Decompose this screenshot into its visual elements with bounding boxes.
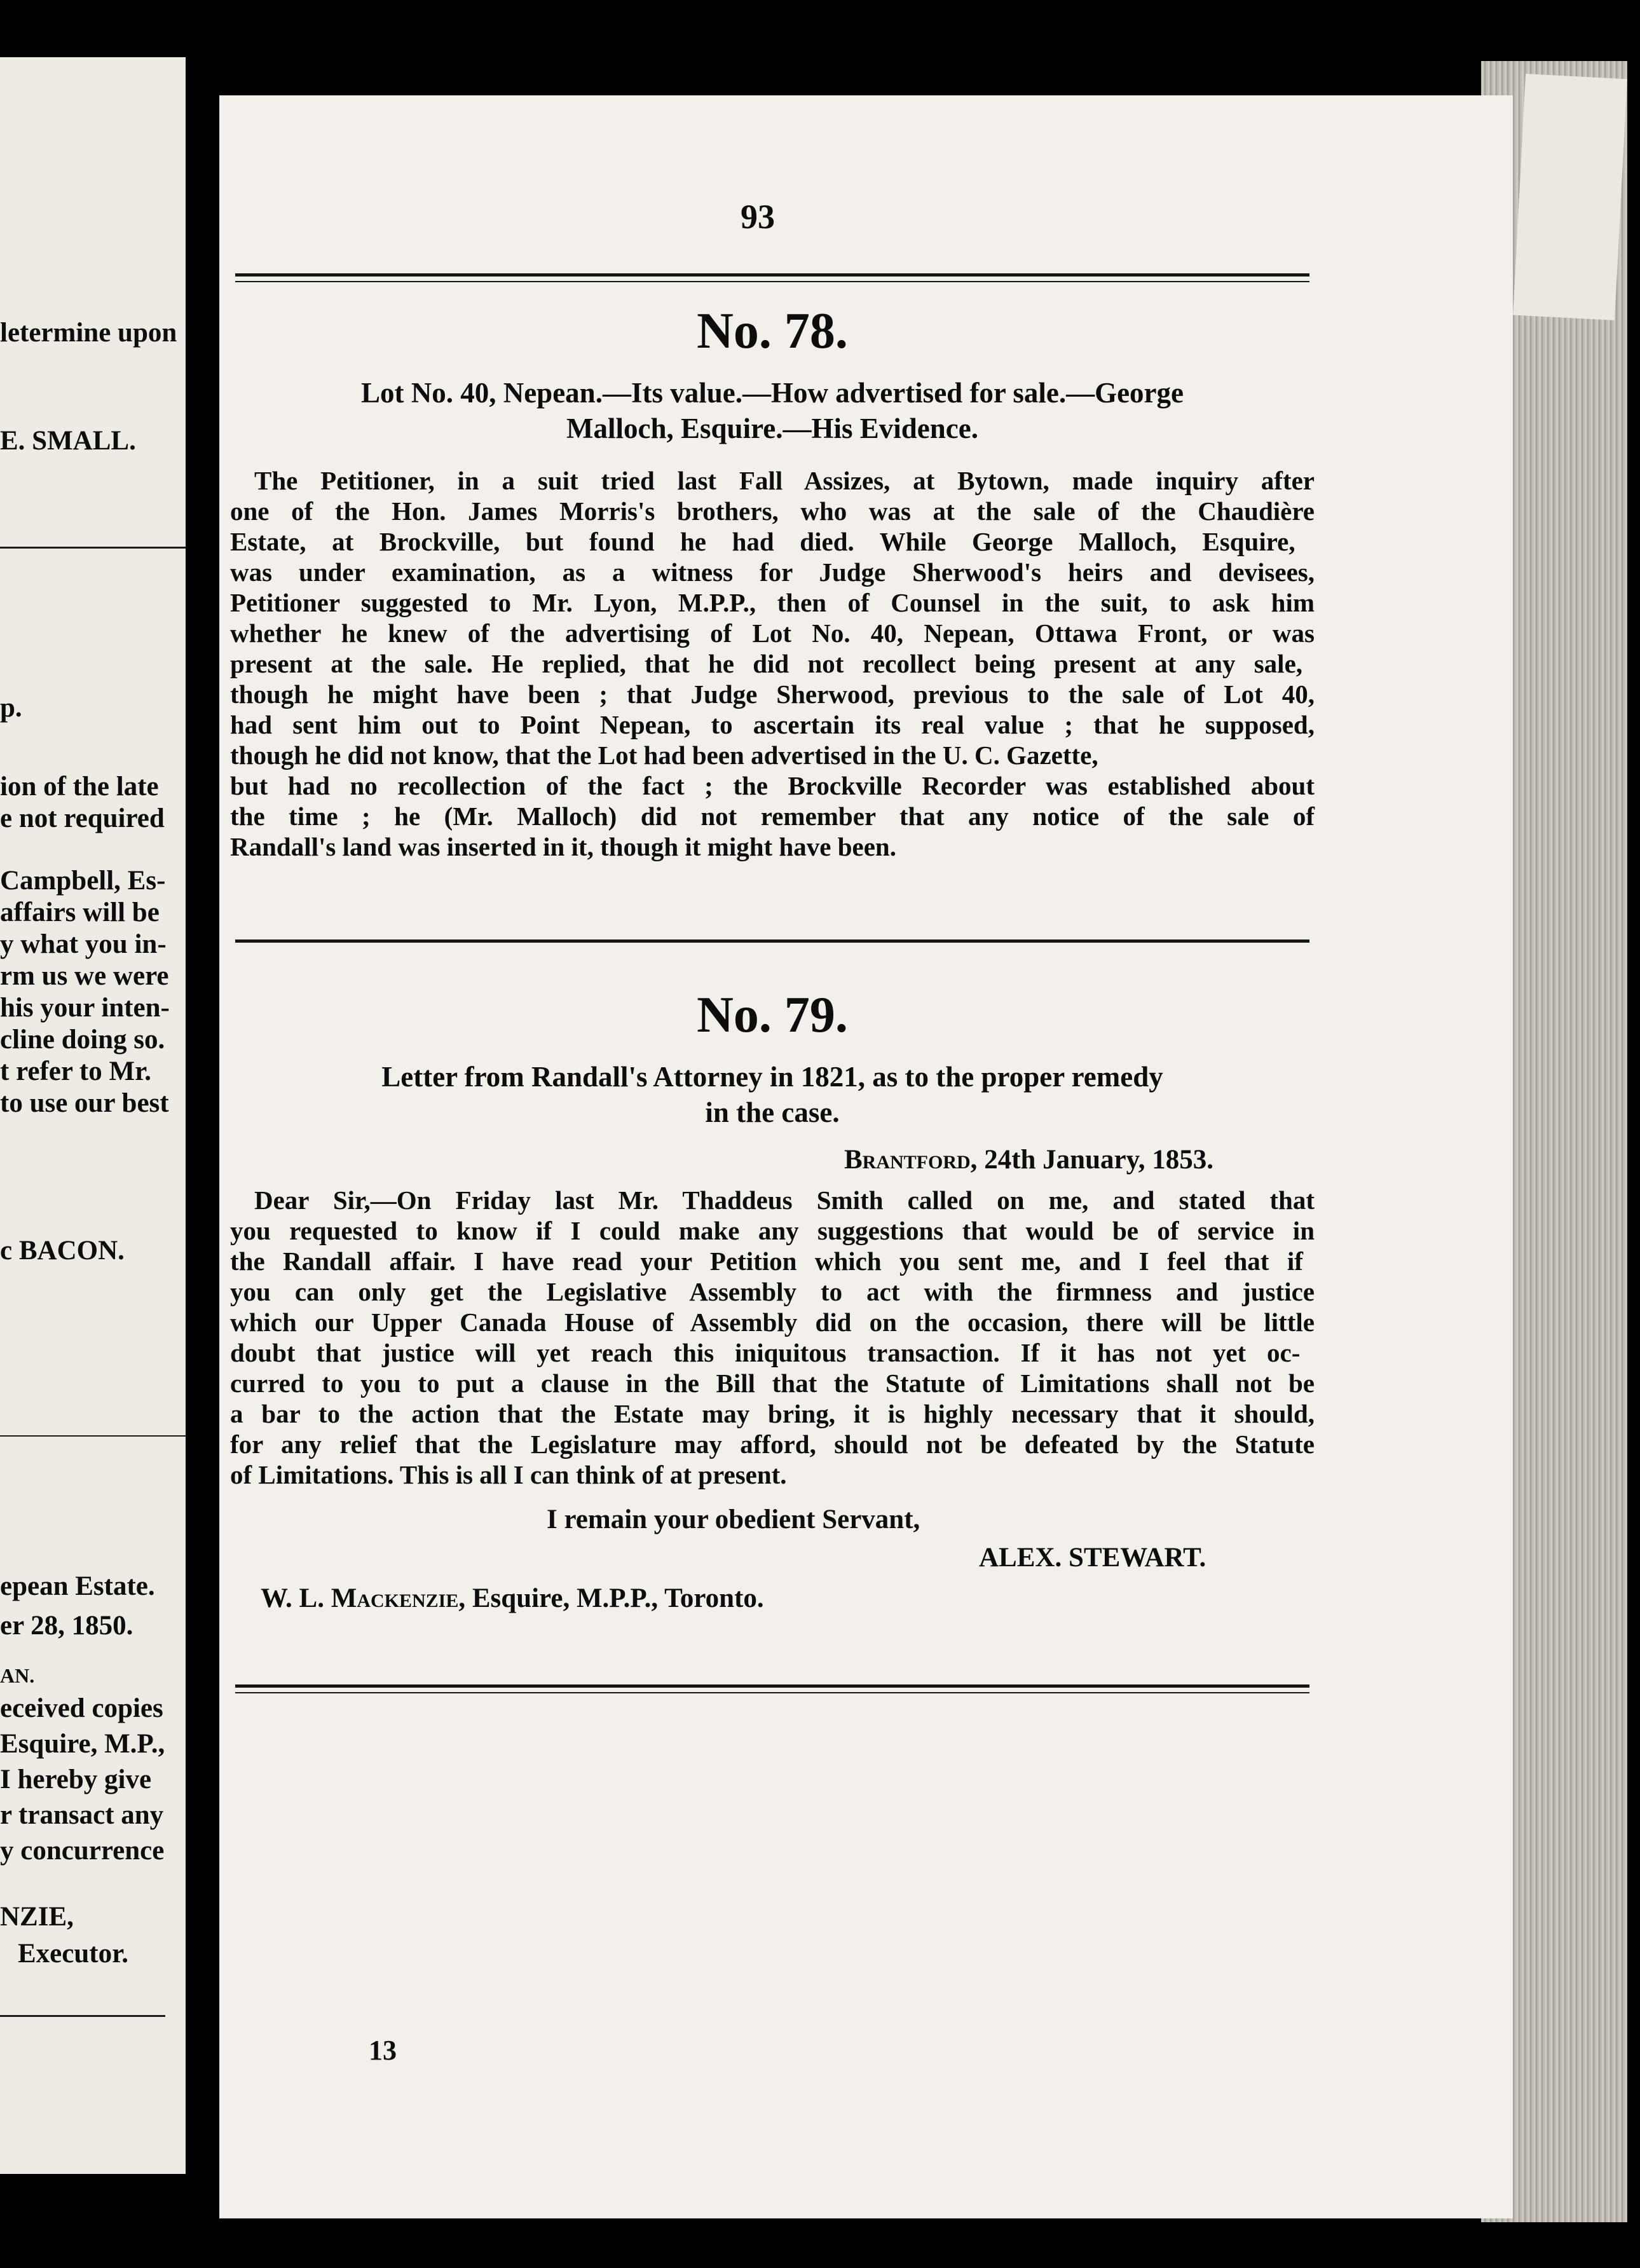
dateline-date: 24th January, 1853. xyxy=(984,1145,1213,1175)
letter-body-line: the Randall affair. I have read your Petition which you sent me, and I feel that if xyxy=(230,1247,1303,1276)
section-78-body-line: though he did not know, that the Lot had been advertised in the U. C. Gazette, xyxy=(230,741,1098,770)
addressee-name: Mackenzie, xyxy=(331,1583,466,1613)
letter-body-line: you can only get the Legislative Assembly to act with the firmness and justice xyxy=(230,1277,1315,1306)
left-page-rule xyxy=(0,547,186,549)
section-78-body-line: was under examination, as a witness for Judge Sherwood's heirs and devisees, xyxy=(230,557,1315,587)
letter-body-line: of Limitations. This is all I can think of at present. xyxy=(230,1460,787,1489)
letter-body-line: Dear Sir,—On Friday last Mr. Thaddeus Smith called on me, and stated that xyxy=(254,1185,1315,1215)
left-page-line: his your inten- xyxy=(0,993,170,1023)
section-78-body-line: Petitioner suggested to Mr. Lyon, M.P.P., then of Counsel in the suit, to ask him xyxy=(230,588,1315,617)
left-page-line: y concurrence xyxy=(0,1836,165,1866)
dateline xyxy=(844,1144,1213,1175)
section-78-body-line: The Petitioner, in a suit tried last Fall Assizes, at Bytown, made inquiry after xyxy=(254,466,1315,495)
section-78-body-line: though he might have been ; that Judge Sherwood, previous to the sale of Lot 40, xyxy=(230,680,1315,709)
left-page-line: c BACON. xyxy=(0,1236,125,1266)
left-page-line: r transact any xyxy=(0,1800,164,1830)
letter-body-line: doubt that justice will yet reach this iniquitous transaction. If it has not yet oc- xyxy=(230,1338,1301,1367)
letter-body-line: for any relief that the Legislature may afford, should not be defeated by the Statute xyxy=(230,1430,1315,1459)
left-page-line: y what you in- xyxy=(0,929,167,959)
left-page-line: letermine upon xyxy=(0,318,177,348)
footer-rule xyxy=(235,1684,1309,1693)
letter-addressee xyxy=(261,1583,764,1614)
addressee-rest: Esquire, M.P.P., Toronto. xyxy=(472,1583,764,1613)
page-edge-tab xyxy=(1513,74,1627,320)
section-78-title-line: Malloch, Esquire.—His Evidence. xyxy=(566,413,978,444)
left-page-line: affairs will be xyxy=(0,898,160,927)
left-page-line: ion of the late xyxy=(0,772,159,802)
section-78-title-line: Lot No. 40, Nepean.—Its value.—How advertised for sale.—George xyxy=(360,377,1184,409)
addressee-initials: W. L. xyxy=(261,1583,324,1613)
letter-body-line: a bar to the action that the Estate may bring, it is highly necessary that it should, xyxy=(230,1399,1315,1428)
left-page-line: e not required xyxy=(0,803,165,833)
dateline-place: Brantford, xyxy=(844,1145,978,1175)
section-78-body-line: the time ; he (Mr. Malloch) did not remember that any notice of the sale of xyxy=(230,802,1315,831)
section-79-number: No. 79. xyxy=(697,987,848,1043)
left-page-line: Campbell, Es- xyxy=(0,866,166,896)
section-78-body-line: but had no recollection of the fact ; the Brockville Recorder was established about xyxy=(230,771,1315,800)
left-page-line: eceived copies xyxy=(0,1693,163,1723)
left-page-line: p. xyxy=(0,693,22,723)
left-page-line: epean Estate. xyxy=(0,1571,155,1601)
left-page-line: E. SMALL. xyxy=(0,426,136,456)
letter-closing: I remain your obedient Servant, xyxy=(547,1505,920,1534)
section-78-body-line: present at the sale. He replied, that he did not recollect being present at any sale, xyxy=(230,649,1303,678)
left-page-rule xyxy=(0,2015,165,2017)
left-page-line: Esquire, M.P., xyxy=(0,1729,165,1759)
section-78-body-line: Randall's land was inserted in it, though it might have been. xyxy=(230,832,896,861)
left-page-line: NZIE, xyxy=(0,1902,74,1932)
left-page-line: rm us we were xyxy=(0,961,169,991)
section-78-body-line: Estate, at Brockville, but found he had died. While George Malloch, Esquire, xyxy=(230,527,1295,556)
section-78-number: No. 78. xyxy=(697,303,848,359)
left-page-line: I hereby give xyxy=(0,1765,152,1794)
letter-body-line: curred to you to put a clause in the Bill that the Statute of Limitations shall not be xyxy=(230,1369,1315,1398)
signature-mark: 13 xyxy=(369,2035,397,2066)
letter-signature: ALEX. STEWART. xyxy=(979,1543,1206,1573)
left-page-line: AN. xyxy=(0,1664,35,1687)
section-78-body-line: had sent him out to Point Nepean, to ascertain its real value ; that he supposed, xyxy=(230,710,1315,739)
left-page-line: Executor. xyxy=(18,1939,128,1969)
letter-body-line: you requested to know if I could make any suggestions that would be of service in xyxy=(230,1216,1315,1245)
left-page-line: er 28, 1850. xyxy=(0,1611,133,1641)
section-rule xyxy=(235,939,1309,943)
section-79-title-line: Letter from Randall's Attorney in 1821, as to the proper remedy xyxy=(381,1061,1163,1093)
left-page-rule xyxy=(0,1435,186,1437)
header-rule xyxy=(235,273,1309,282)
section-78-body-line: whether he knew of the advertising of Lot No. 40, Nepean, Ottawa Front, or was xyxy=(230,618,1315,648)
section-79-title-line: in the case. xyxy=(705,1096,840,1128)
left-page-line: cline doing so. xyxy=(0,1025,165,1055)
left-page-fragment xyxy=(0,57,186,2174)
section-78-body-line: one of the Hon. James Morris's brothers, who was at the sale of the Chaudière xyxy=(230,496,1315,526)
left-page-line: t refer to Mr. xyxy=(0,1056,151,1086)
left-page-line: to use our best xyxy=(0,1088,169,1118)
letter-body-line: which our Upper Canada House of Assembly did on the occasion, there will be little xyxy=(230,1308,1315,1337)
page-number: 93 xyxy=(741,198,775,236)
